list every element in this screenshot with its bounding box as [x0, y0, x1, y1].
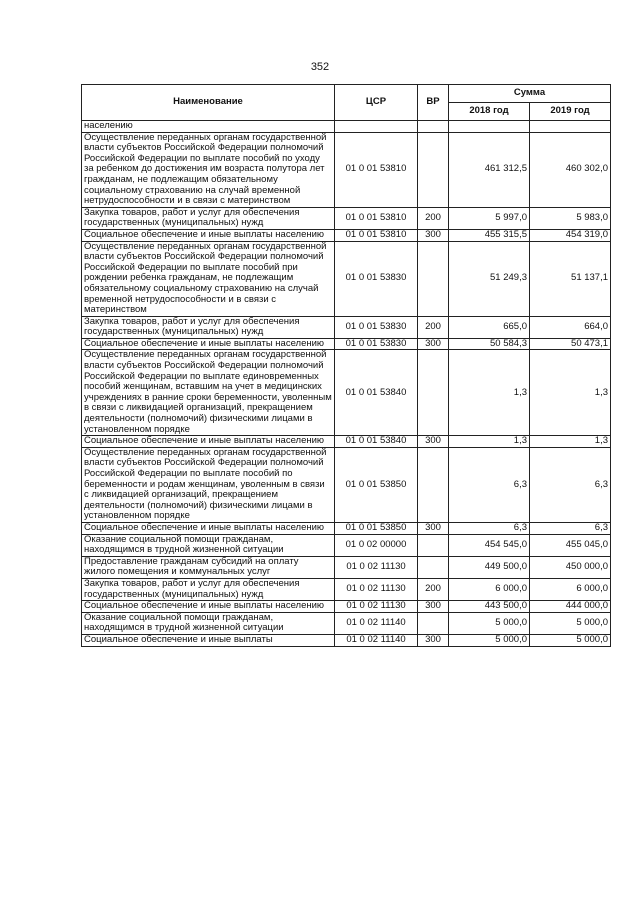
table-row — [82, 634, 611, 646]
row-vr: 300 — [418, 522, 449, 534]
row-2018: 6,3 — [449, 447, 530, 522]
row-vr: 200 — [418, 578, 449, 600]
row-vr — [418, 121, 449, 133]
row-vr: 300 — [418, 436, 449, 448]
row-vr — [418, 534, 449, 556]
row-name: Осуществление переданных органам государственной власти субъектов Российской Федерации полномочий Российской Федерации по выплате пособий по уходу за ребенком до достижения им возраста полутора лет гражданам, не подлежащим обязательному социальному страхованию на случай временной нетрудоспособности и в связи с материнством — [82, 132, 335, 207]
row-name: Социальное обеспечение и иные выплаты населению — [82, 522, 335, 534]
row-csr: 01 0 02 11130 — [335, 601, 418, 613]
row-2018: 461 312,5 — [449, 132, 530, 207]
row-csr: 01 0 01 53850 — [335, 447, 418, 522]
page-number: 352 — [310, 61, 330, 73]
header-2019: 2019 год — [530, 103, 611, 121]
row-2019: 1,3 — [530, 350, 611, 436]
header-name: Наименование — [82, 85, 335, 121]
row-2019: 6 000,0 — [530, 578, 611, 600]
row-2018 — [449, 121, 530, 133]
row-2019: 1,3 — [530, 436, 611, 448]
row-vr: 300 — [418, 338, 449, 350]
table-row — [82, 601, 611, 613]
table-row — [82, 207, 611, 229]
row-2018: 6 000,0 — [449, 578, 530, 600]
row-name: Закупка товаров, работ и услуг для обеспечения государственных (муниципальных) нужд — [82, 207, 335, 229]
row-name: Закупка товаров, работ и услуг для обеспечения государственных (муниципальных) нужд — [82, 578, 335, 600]
row-2019: 50 473,1 — [530, 338, 611, 350]
row-csr: 01 0 02 00000 — [335, 534, 418, 556]
row-2018: 454 545,0 — [449, 534, 530, 556]
row-2019: 6,3 — [530, 522, 611, 534]
row-2018: 6,3 — [449, 522, 530, 534]
row-name: Осуществление переданных органам государственной власти субъектов Российской Федерации полномочий Российской Федерации по выплате пособий по беременности и родам женщинам, уволенным в связи с ликвидацией организаций, прекращением деятельности (полномочий) физическими лицами в установленном порядке — [82, 447, 335, 522]
row-vr — [418, 556, 449, 578]
row-vr — [418, 132, 449, 207]
row-vr: 300 — [418, 634, 449, 646]
row-csr: 01 0 01 53850 — [335, 522, 418, 534]
row-vr: 300 — [418, 601, 449, 613]
row-vr — [418, 241, 449, 316]
table-row — [82, 578, 611, 600]
row-name: Оказание социальной помощи гражданам, находящимся в трудной жизненной ситуации — [82, 612, 335, 634]
row-csr — [335, 121, 418, 133]
row-2019: 5 983,0 — [530, 207, 611, 229]
row-2018: 51 249,3 — [449, 241, 530, 316]
row-name: Социальное обеспечение и иные выплаты населению — [82, 338, 335, 350]
header-csr: ЦСР — [335, 85, 418, 121]
row-name: Осуществление переданных органам государственной власти субъектов Российской Федерации полномочий Российской Федерации по выплате единовременных пособий женщинам, вставшим на учет в медицинских учреждениях в ранние сроки беременности, уволенным в связи с ликвидацией организаций, прекращением деятельности (полномочий) физическими лицами в установленном порядке — [82, 350, 335, 436]
table-row — [82, 612, 611, 634]
table-row — [82, 241, 611, 316]
table-row — [82, 229, 611, 241]
row-2018: 5 000,0 — [449, 634, 530, 646]
row-name: Социальное обеспечение и иные выплаты — [82, 634, 335, 646]
table-row — [82, 436, 611, 448]
row-2018: 1,3 — [449, 436, 530, 448]
table-row — [82, 121, 611, 133]
row-vr: 200 — [418, 316, 449, 338]
row-csr: 01 0 01 53840 — [335, 350, 418, 436]
row-name: Закупка товаров, работ и услуг для обеспечения государственных (муниципальных) нужд — [82, 316, 335, 338]
row-2019: 664,0 — [530, 316, 611, 338]
row-csr: 01 0 01 53810 — [335, 207, 418, 229]
row-2019: 5 000,0 — [530, 634, 611, 646]
row-vr — [418, 447, 449, 522]
row-name: Предоставление гражданам субсидий на оплату жилого помещения и коммунальных услуг — [82, 556, 335, 578]
row-csr: 01 0 01 53840 — [335, 436, 418, 448]
row-2018: 449 500,0 — [449, 556, 530, 578]
table-row — [82, 338, 611, 350]
budget-table — [81, 84, 611, 647]
row-2019 — [530, 121, 611, 133]
row-2018: 1,3 — [449, 350, 530, 436]
row-name: Оказание социальной помощи гражданам, находящимся в трудной жизненной ситуации — [82, 534, 335, 556]
table-row — [82, 316, 611, 338]
row-name: Социальное обеспечение и иные выплаты населению — [82, 601, 335, 613]
row-csr: 01 0 01 53830 — [335, 338, 418, 350]
header-sum: Сумма — [449, 85, 611, 103]
row-name: Социальное обеспечение и иные выплаты населению — [82, 229, 335, 241]
row-2018: 665,0 — [449, 316, 530, 338]
table-row — [82, 534, 611, 556]
table-row — [82, 447, 611, 522]
row-2019: 460 302,0 — [530, 132, 611, 207]
row-csr: 01 0 01 53830 — [335, 241, 418, 316]
row-vr — [418, 350, 449, 436]
row-csr: 01 0 02 11130 — [335, 578, 418, 600]
row-csr: 01 0 01 53830 — [335, 316, 418, 338]
row-name: населению — [82, 121, 335, 133]
row-csr: 01 0 02 11140 — [335, 612, 418, 634]
row-2018: 455 315,5 — [449, 229, 530, 241]
table-row — [82, 556, 611, 578]
row-2019: 454 319,0 — [530, 229, 611, 241]
table-row — [82, 132, 611, 207]
row-2019: 6,3 — [530, 447, 611, 522]
row-2019: 5 000,0 — [530, 612, 611, 634]
row-name: Осуществление переданных органам государственной власти субъектов Российской Федерации полномочий Российской Федерации по выплате пособий при рождении ребенка гражданам, не подлежащим обязательному социальному страхованию на случай временной нетрудоспособности и в связи с материнством — [82, 241, 335, 316]
row-2019: 455 045,0 — [530, 534, 611, 556]
row-2018: 5 000,0 — [449, 612, 530, 634]
row-2019: 51 137,1 — [530, 241, 611, 316]
row-2018: 50 584,3 — [449, 338, 530, 350]
row-vr: 300 — [418, 229, 449, 241]
table-row — [82, 522, 611, 534]
row-csr: 01 0 01 53810 — [335, 229, 418, 241]
row-csr: 01 0 02 11130 — [335, 556, 418, 578]
row-csr: 01 0 02 11140 — [335, 634, 418, 646]
header-vr: ВР — [418, 85, 449, 121]
row-csr: 01 0 01 53810 — [335, 132, 418, 207]
row-vr — [418, 612, 449, 634]
header-2018: 2018 год — [449, 103, 530, 121]
row-2018: 5 997,0 — [449, 207, 530, 229]
row-vr: 200 — [418, 207, 449, 229]
row-2019: 444 000,0 — [530, 601, 611, 613]
table-row — [82, 350, 611, 436]
row-name: Социальное обеспечение и иные выплаты населению — [82, 436, 335, 448]
row-2019: 450 000,0 — [530, 556, 611, 578]
row-2018: 443 500,0 — [449, 601, 530, 613]
